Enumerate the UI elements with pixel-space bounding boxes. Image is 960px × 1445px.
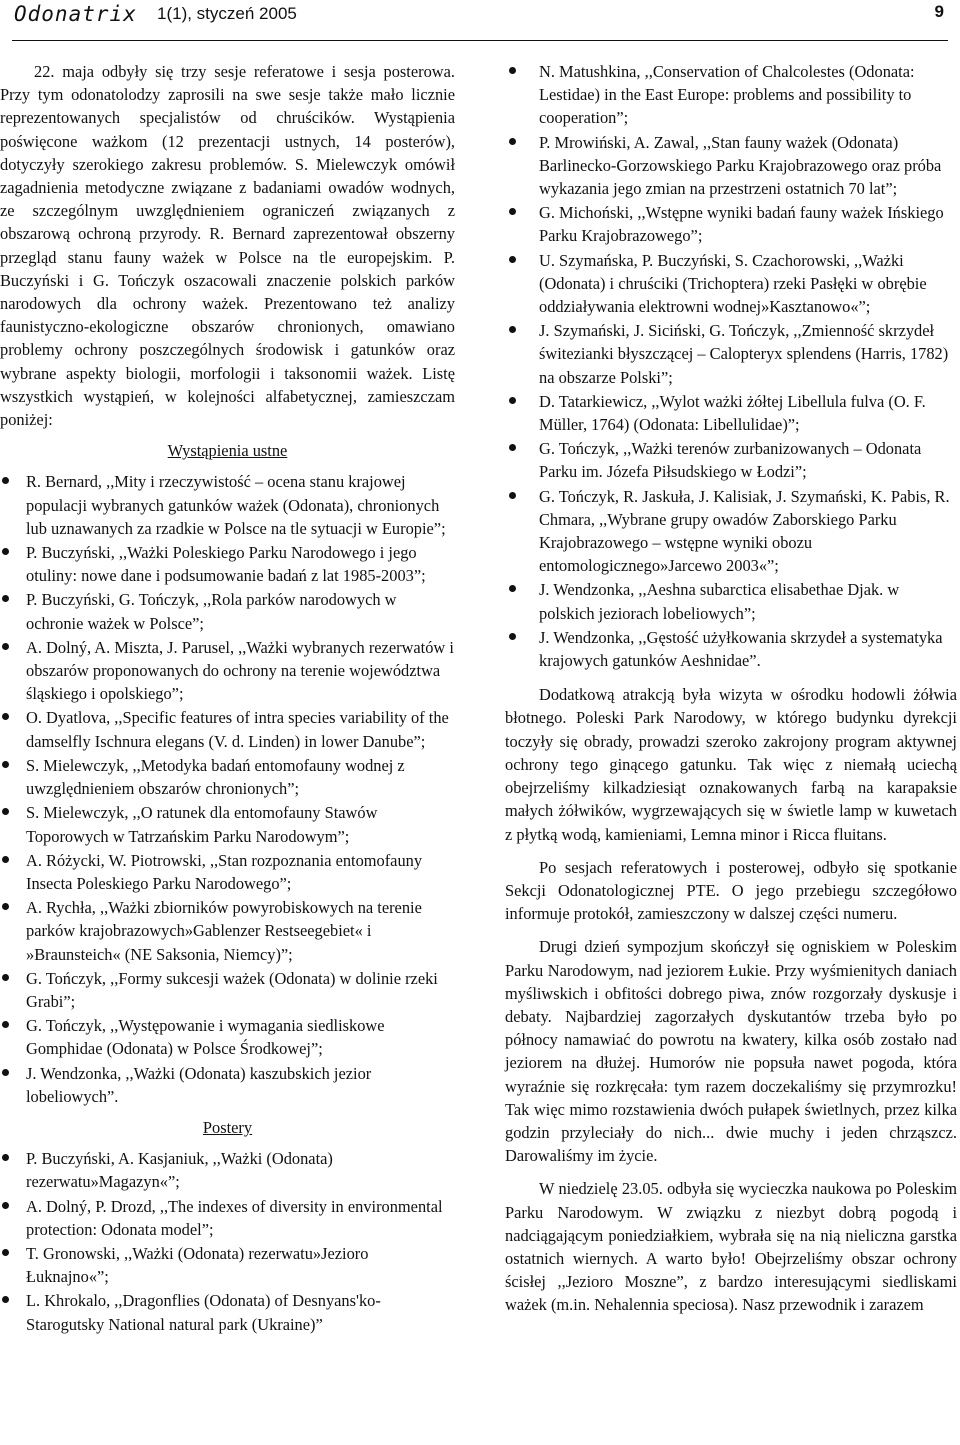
body-paragraph: Drugi dzień sympozjum skończył się ogniskiem w Poleskim Parku Narodowym, nad jeziorem Łukie. Przy wyśmienitych daniach myśliwskich i obfitości dobrego piwa, znów rozgorzały dyskusje i debaty. Najbardziej zagorzałych dyskutantów trzeba było po północy namawiać do powrotu na kwatery, kilka osób zostało nad jeziorem na dłużej. Humorów nie popsuła nawet pogoda, która wyraźnie się rozkręcała: tym razem doczekaliśmy się przymrozku! Tak więc mimo rozstawienia dwóch pułapek świetlnych, przez kilka godzin przyleciały do nich... dwie muchy i jeden chrząszcz. Darowaliśmy im życie. (505, 937, 957, 1166)
journal-title: Odonatrix (14, 2, 137, 26)
list-item: P. Mrowiński, A. Zawal, ,,Stan fauny ważek (Odonata) Barlinecko-Gorzowskiego Parku Krajobrazowego oraz próba wykazania jego zmian na przestrzeni ostatnich 70 lat”; (505, 131, 957, 201)
list-item: S. Mielewczyk, ,,O ratunek dla entomofauny Stawów Toporowych w Tatrzańskim Parku Narodowym”; (0, 801, 455, 847)
bullet-icon (509, 67, 516, 74)
bullet-icon (2, 1202, 9, 1209)
bullet-icon (509, 444, 516, 451)
issue-info: 1(1), styczeń 2005 (157, 4, 297, 23)
list-item: G. Tończyk, ,,Formy sukcesji ważek (Odonata) w dolinie rzeki Grabi”; (0, 967, 455, 1013)
left-column (0, 60, 455, 1337)
list-item: S. Mielewczyk, ,,Metodyka badań entomofauny wodnej z uwzględnieniem obszarów chronionych”; (0, 754, 455, 800)
bullet-icon (2, 713, 9, 720)
list-item: T. Gronowski, ,,Ważki (Odonata) rezerwatu»Jezioro Łuknajno«”; (0, 1242, 455, 1288)
list-item: P. Buczyński, G. Tończyk, ,,Rola parków narodowych w ochronie ważek w Polsce”; (0, 588, 455, 634)
bullet-icon (2, 1154, 9, 1161)
list-item: A. Różycki, W. Piotrowski, ,,Stan rozpoznania entomofauny Insecta Poleskiego Parku Narodowego”; (0, 849, 455, 895)
list-item: G. Tończyk, R. Jaskuła, J. Kalisiak, J. Szymański, K. Pabis, R. Chmara, ,,Wybrane grupy owadów Zaborskiego Parku Krajobrazowego – wstępne wyniki obozu entomologicznego»Jarcewo 2003«”; (505, 485, 957, 578)
bullet-icon (509, 326, 516, 333)
posters-section-title: Postery (202, 1117, 253, 1137)
posters-list-continued (505, 60, 957, 672)
list-item: G. Tończyk, ,,Ważki terenów zurbanizowanych – Odonata Parku im. Józefa Piłsudskiego w Łodzi”; (505, 437, 957, 483)
bullet-icon (2, 548, 9, 555)
body-paragraph: Po sesjach referatowych i posterowej, odbyło się spotkanie Sekcji Odonatologicznej PTE. O jego przebiegu szczegółowo informuje protokół, zamieszczony w dalszej części numeru. (505, 857, 957, 924)
bullet-icon (509, 397, 516, 404)
right-column (505, 60, 957, 1317)
bullet-icon (2, 903, 9, 910)
bullet-icon (2, 1296, 9, 1303)
list-item: P. Buczyński, A. Kasjaniuk, ,,Ważki (Odonata) rezerwatu»Magazyn«”; (0, 1147, 455, 1193)
bullet-icon (509, 138, 516, 145)
bullet-icon (2, 1021, 9, 1028)
list-item: A. Dolný, P. Drozd, ,,The indexes of diversity in environmental protection: Odonata model”; (0, 1195, 455, 1241)
list-item: D. Tatarkiewicz, ,,Wylot ważki żółtej Libellula fulva (O. F. Müller, 1764) (Odonata: Libellulidae)”; (505, 390, 957, 436)
bullet-icon (509, 256, 516, 263)
oral-section-title: Wystąpienia ustne (167, 441, 288, 461)
intro-paragraph: 22. maja odbyły się trzy sesje referatowe i sesja posterowa. Przy tym odonatolodzy zaprosili na swe sesje także mało licznie reprezentowanych specjalistów od chruścików. Wystąpienia poświęcone ważkom (12 prezentacji ustnych, 14 posterów), dotyczyły szerokiego zakresu problemów. S. Mielewczyk omówił zagadnienia metodyczne związane z badaniami owadów wodnych, ze szczególnym uwzględnieniem ograniczeń związanych z obszarową ochroną przyrody. R. Bernard zaprezentował obszerny przegląd stanu fauny ważek w Polsce na tle europejskim. P. Buczyński i G. Tończyk oszacowali znaczenie polskich parków narodowych dla ochrony ważek. Prezentowano też analizy faunistyczno-ekologiczne obszarów chronionych, omawiano problemy ochrony poszczególnych środowisk i gatunków oraz wybrane aspekty biologii, morfologii i taksonomii ważek. Listę wszystkich wystąpień, w kolejności alfabetycznej, zamieszczam poniżej: (0, 62, 455, 430)
posters-list (0, 1147, 455, 1336)
list-item: J. Wendzonka, ,,Ważki (Odonata) kaszubskich jezior lobeliowych”. (0, 1062, 455, 1108)
list-item: U. Szymańska, P. Buczyński, S. Czachorowski, ,,Ważki (Odonata) i chruściki (Trichoptera) rzeki Pasłęki w obrębie oddziaływania elektrowni wodnej»Kasztanowo«”; (505, 249, 957, 319)
bullet-icon (2, 974, 9, 981)
list-item: J. Wendzonka, ,,Aeshna subarctica elisabethae Djak. w polskich jeziorach lobeliowych”; (505, 578, 957, 624)
list-item: O. Dyatlova, ,,Specific features of intra species variability of the damselfly Ischnura elegans (V. d. Linden) in lower Danube”; (0, 706, 455, 752)
list-item: P. Buczyński, ,,Ważki Poleskiego Parku Narodowego i jego otuliny: nowe dane i podsumowanie badań z lat 1985-2003”; (0, 541, 455, 587)
list-item: A. Dolný, A. Miszta, J. Parusel, ,,Ważki wybranych rezerwatów i obszarów proponowanych do ochrony na terenie województwa śląskiego i opolskiego”; (0, 636, 455, 706)
body-paragraph: W niedzielę 23.05. odbyła się wycieczka naukowa po Poleskim Parku Narodowym. W związku z niezbyt dobrą pogodą i nadciągającym poniedziałkiem, wybrała się na nią nieliczna garstka ostatnich wiernych. A warto było! Obejrzeliśmy obszar ochrony ścisłej ,,Jezioro Moszne”, z bardzo interesującymi siedliskami ważek (m.in. Nehalennia speciosa). Nasz przewodnik i zarazem (505, 1179, 957, 1315)
bullet-icon (509, 585, 516, 592)
bullet-icon (2, 643, 9, 650)
list-item: G. Michoński, ,,Wstępne wyniki badań fauny ważek Ińskiego Parku Krajobrazowego”; (505, 201, 957, 247)
page-number: 9 (934, 2, 944, 21)
list-item: L. Khrokalo, ,,Dragonflies (Odonata) of Desnyans'ko-Starogutsky National natural park (Ukraine)” (0, 1289, 455, 1335)
bullet-icon (2, 477, 9, 484)
list-item: R. Bernard, ,,Mity i rzeczywistość – ocena stanu krajowej populacji wybranych gatunków ważek (Odonata), chronionych lub uznawanych za rzadkie w Polsce na tle sytuacji w Europie”; (0, 470, 455, 540)
bullet-icon (2, 595, 9, 602)
oral-list (0, 470, 455, 1107)
bullet-icon (2, 1069, 9, 1076)
bullet-icon (2, 808, 9, 815)
bullet-icon (2, 1249, 9, 1256)
bullet-icon (2, 761, 9, 768)
body-paragraph: Dodatkową atrakcją była wizyta w ośrodku hodowli żółwia błotnego. Poleski Park Narodowy, w którego budynku dyrekcji toczyły się obrady, prowadzi szeroko zakrojony program aktywnej ochrony tego ginącego gatunku. Tak więc z niemałą uciechą obejrzeliśmy kilkadziesiąt oznakowanych farbą na karapaksie małych żółwików, wygrzewających się w świetle lamp w kuwetach z płytką wodą, kamieniami, Lemna minor i Ricca fluitans. (505, 685, 957, 844)
bullet-icon (509, 633, 516, 640)
list-item: J. Szymański, J. Siciński, G. Tończyk, ,,Zmienność skrzydeł świtezianki błyszczącej – Calopteryx splendens (Harris, 1782) na obszarze Polski”; (505, 319, 957, 389)
bullet-icon (509, 492, 516, 499)
bullet-icon (2, 856, 9, 863)
list-item: A. Rychła, ,,Ważki zbiorników powyrobiskowych na terenie parków krajobrazowych»Gablenzer Restseegebiet« i »Braunsteich« (NE Saksonia, Niemcy)”; (0, 896, 455, 966)
bullet-icon (509, 208, 516, 215)
running-header (12, 0, 948, 41)
list-item: J. Wendzonka, ,,Gęstość użyłkowania skrzydeł a systematyka krajowych gatunków Aeshnidae”. (505, 626, 957, 672)
list-item: G. Tończyk, ,,Występowanie i wymagania siedliskowe Gomphidae (Odonata) w Polsce Środkowej”; (0, 1014, 455, 1060)
list-item: N. Matushkina, ,,Conservation of Chalcolestes (Odonata: Lestidae) in the East Europe: problems and possibility to cooperation”; (505, 60, 957, 130)
